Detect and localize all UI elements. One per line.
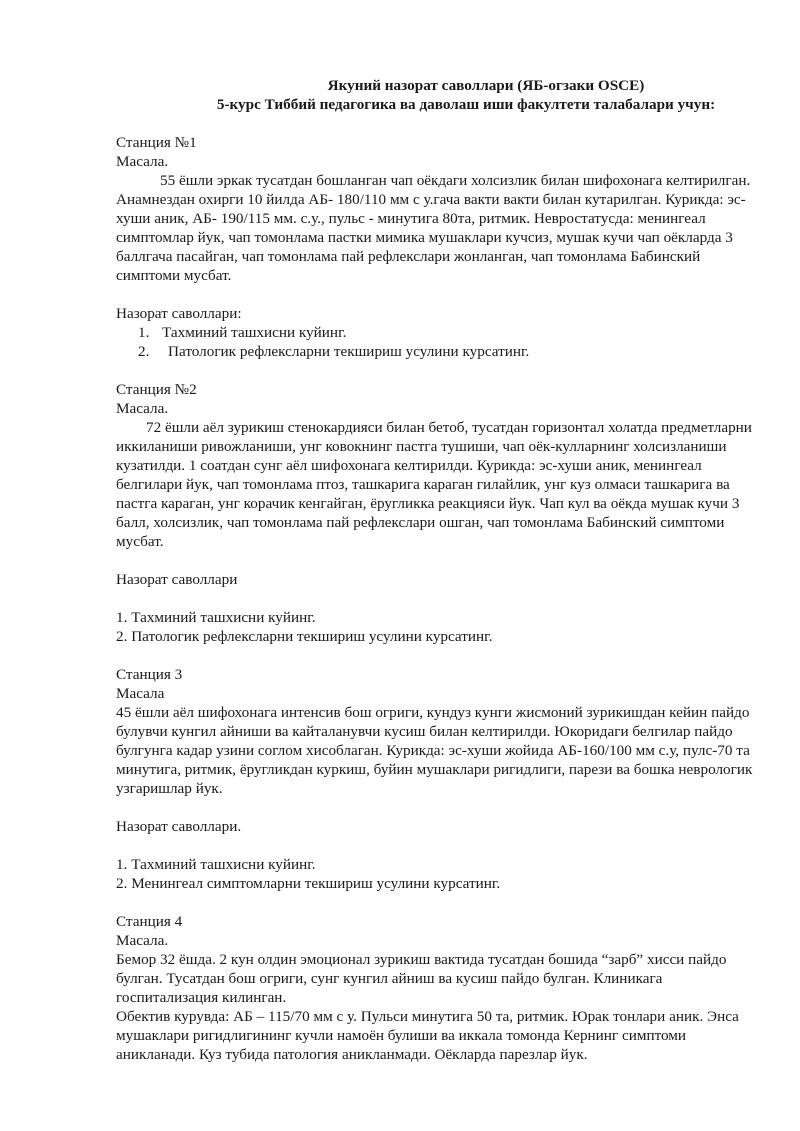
question-item: 1. Тахминий ташхисни куйинг. (116, 856, 316, 873)
question-text: Патологик рефлексларни текшириш усулини курсатинг. (168, 343, 530, 360)
station-2 (116, 380, 756, 646)
case-text: 72 ёшли аёл зурикиш стенокардияси билан бетоб, тусатдан горизонтал холатда предметларни иккиланиши ривожланиши, унг ковокнинг пастга тушиши, чап оёк-кулларнинг холсизланиши кузатилди. 1 соатдан сунг аёл шифохонага келтирилди. Курикда: эс-хуши аник, менингеал белгилари йук, чап томонлама птоз, ташкарига караган гилайлик, унг куз олмаси ташкарига ва пастга караган, унг корачик кенгайган, ёругликка реакцияси йук. Чап кул ва оёкда мушак кучи 3 балл, холсизлик, чап томонлама пай рефлекслари ошган, чап томонлама Бабинский симптоми мусбат. (116, 419, 752, 550)
task-label: Масала. (116, 153, 169, 170)
question-item (116, 323, 756, 342)
question-item (116, 342, 756, 361)
document-title: Якуний назорат саволлари (ЯБ-огзаки OSCE) (327, 77, 645, 94)
task-label: Масала. (116, 400, 169, 417)
station-1 (116, 133, 756, 361)
questions-label: Назорат саволлари. (116, 818, 242, 835)
station-heading: Станция №1 (116, 134, 197, 151)
case-text: 45 ёшли аёл шифохонага интенсив бош огриги, кундуз кунги жисмоний зурикишдан кейин пайдо булувчи кунгил айниши ва кайталанувчи кусиш билан келтирилди. Юкоридаги белгилар пайдо булгунга кадар узини соглом хисоблаган. Курикда: эс-хуши жойида АБ-160/100 мм с.у, пулс-70 та минутига, ритмик, ёругликдан куркиш, буйин мушаклари ригидлиги, парези ва бошка неврологик узгаришлар йук. (116, 704, 753, 797)
case-text: Бемор 32 ёшда. 2 кун олдин эмоционал зурикиш вактида тусатдан бошида “зарб” хисси пайдо булган. Тусатдан бош огриги, сунг кунгил айниш ва кусиш пайдо булган. Клиникага госпитализация килинган. (116, 951, 727, 1006)
station-heading: Станция №2 (116, 381, 197, 398)
case-text-objective: Обектив курувда: АБ – 115/70 мм с у. Пульси минутига 50 та, ритмик. Юрак тонлари аник. Энса мушаклари ригидлигининг кучли намоён булиши ва иккала томонда Кернинг симптоми аникланади. Куз тубида патология аникланмади. Оёкларда парезлар йук. (116, 1008, 739, 1063)
document-page (116, 76, 756, 1064)
question-item: 2. Менингеал симптомларни текшириш усулини курсатинг. (116, 875, 501, 892)
station-heading: Станция 4 (116, 913, 183, 930)
station-3 (116, 665, 756, 893)
document-subtitle: 5-курс Тиббий педагогика ва даволаш иши факултети талабалари учун: (216, 96, 716, 113)
question-text: Тахминий ташхисни куйинг. (162, 324, 347, 341)
questions-label: Назорат саволлари: (116, 305, 242, 322)
questions-label: Назорат саволлари (116, 571, 238, 588)
question-number: 1. (138, 324, 150, 341)
task-label: Масала. (116, 932, 169, 949)
station-4 (116, 912, 756, 1064)
question-item: 2. Патологик рефлексларни текшириш усулини курсатинг. (116, 628, 493, 645)
station-heading: Станция 3 (116, 666, 183, 683)
questions-list (116, 323, 756, 361)
question-number: 2. (138, 343, 150, 360)
case-text: 55 ёшли эркак тусатдан бошланган чап оёкдаги холсизлик билан шифохонага келтирилган. Анамнездан охирги 10 йилда АБ- 180/110 мм с у.гача вакти вакти билан кутарилган. Курикда: эс-хуши аник, АБ- 190/115 мм. с.у., пульс - минутига 80та, ритмик. Невростатусда: менингеал симптомлар йук, чап томонлама пастки мимика мушаклари кучсиз, мушак кучи чап оёкларда 3 баллгача пасайган, чап томонлама пай рефлекслари жонланган, чап томонлама Бабинский симптоми мусбат. (116, 172, 751, 284)
question-item: 1. Тахминий ташхисни куйинг. (116, 609, 316, 626)
task-label: Масала (116, 685, 165, 702)
